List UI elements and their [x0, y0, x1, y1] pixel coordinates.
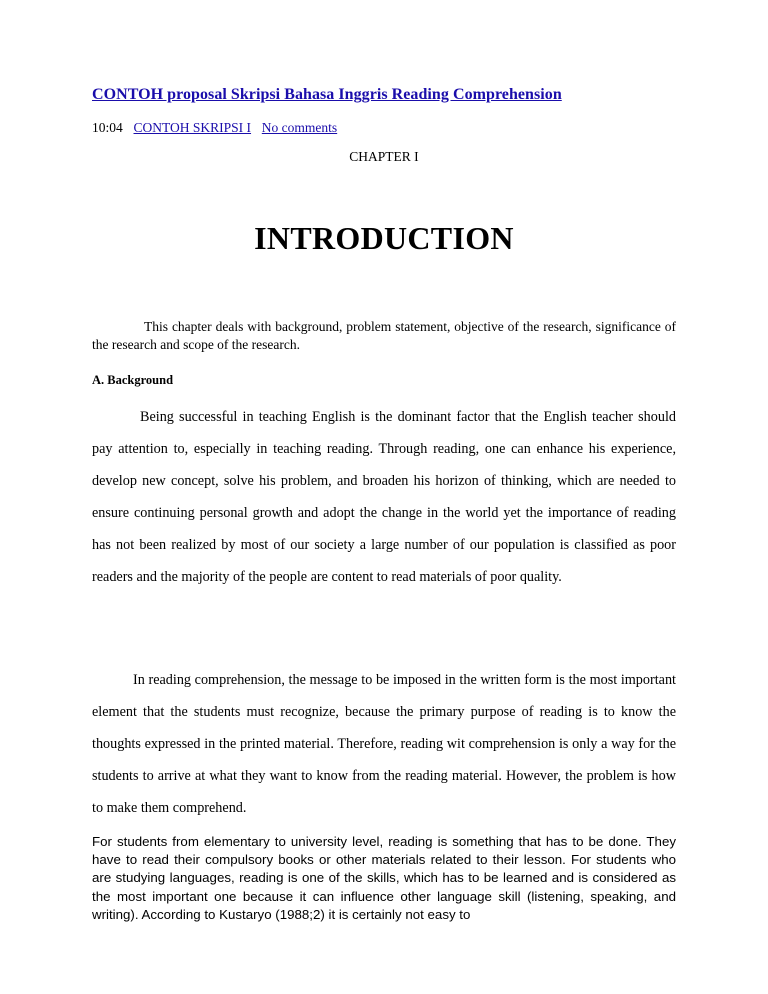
post-title-link[interactable]: CONTOH proposal Skripsi Bahasa Inggris Reading Comprehension: [92, 86, 562, 103]
post-label-link[interactable]: CONTOH SKRIPSI I: [133, 120, 252, 135]
section-heading-background: A. Background: [92, 373, 174, 387]
post-time: 10:04: [92, 120, 123, 135]
chapter-heading: INTRODUCTION: [254, 220, 514, 256]
background-paragraph-3: For students from elementary to university level, reading is something that has to be done. They have to read their compulsory books or other materials related to their lesson. For students who are studying languages, reading is one of the skills, which has to be learned and is considered as the most important one because it can influence other language skill (listening, speaking, and writing). According to Kustaryo (1988;2) it is certainly not easy to: [92, 834, 676, 922]
background-paragraph-2: In reading comprehension, the message to be imposed in the written form is the most important element that the students must recognize, because the primary purpose of reading is to know the thoughts expressed in the printed material. Therefore, reading wit comprehension is only a way for the students to arrive at what they want to know from the reading material. However, the problem is how to make them comprehend.: [92, 672, 676, 816]
comments-link[interactable]: No comments: [261, 120, 338, 135]
background-paragraph-1: Being successful in teaching English is the dominant factor that the English teacher should pay attention to, especially in teaching reading. Through reading, one can enhance his experience, develop new concept, solve his problem, and broaden his horizon of thinking, which are needed to ensure continuing personal growth and adopt the change in the world yet the importance of reading has not been realized by most of our society a large number of our population is classified as poor readers and the majority of the people are content to read materials of poor quality.: [92, 409, 676, 585]
post-meta: [92, 120, 337, 136]
chapter-lead-paragraph: This chapter deals with background, problem statement, objective of the research, significance of the research and scope of the research.: [92, 319, 676, 352]
chapter-label: CHAPTER I: [349, 149, 419, 164]
